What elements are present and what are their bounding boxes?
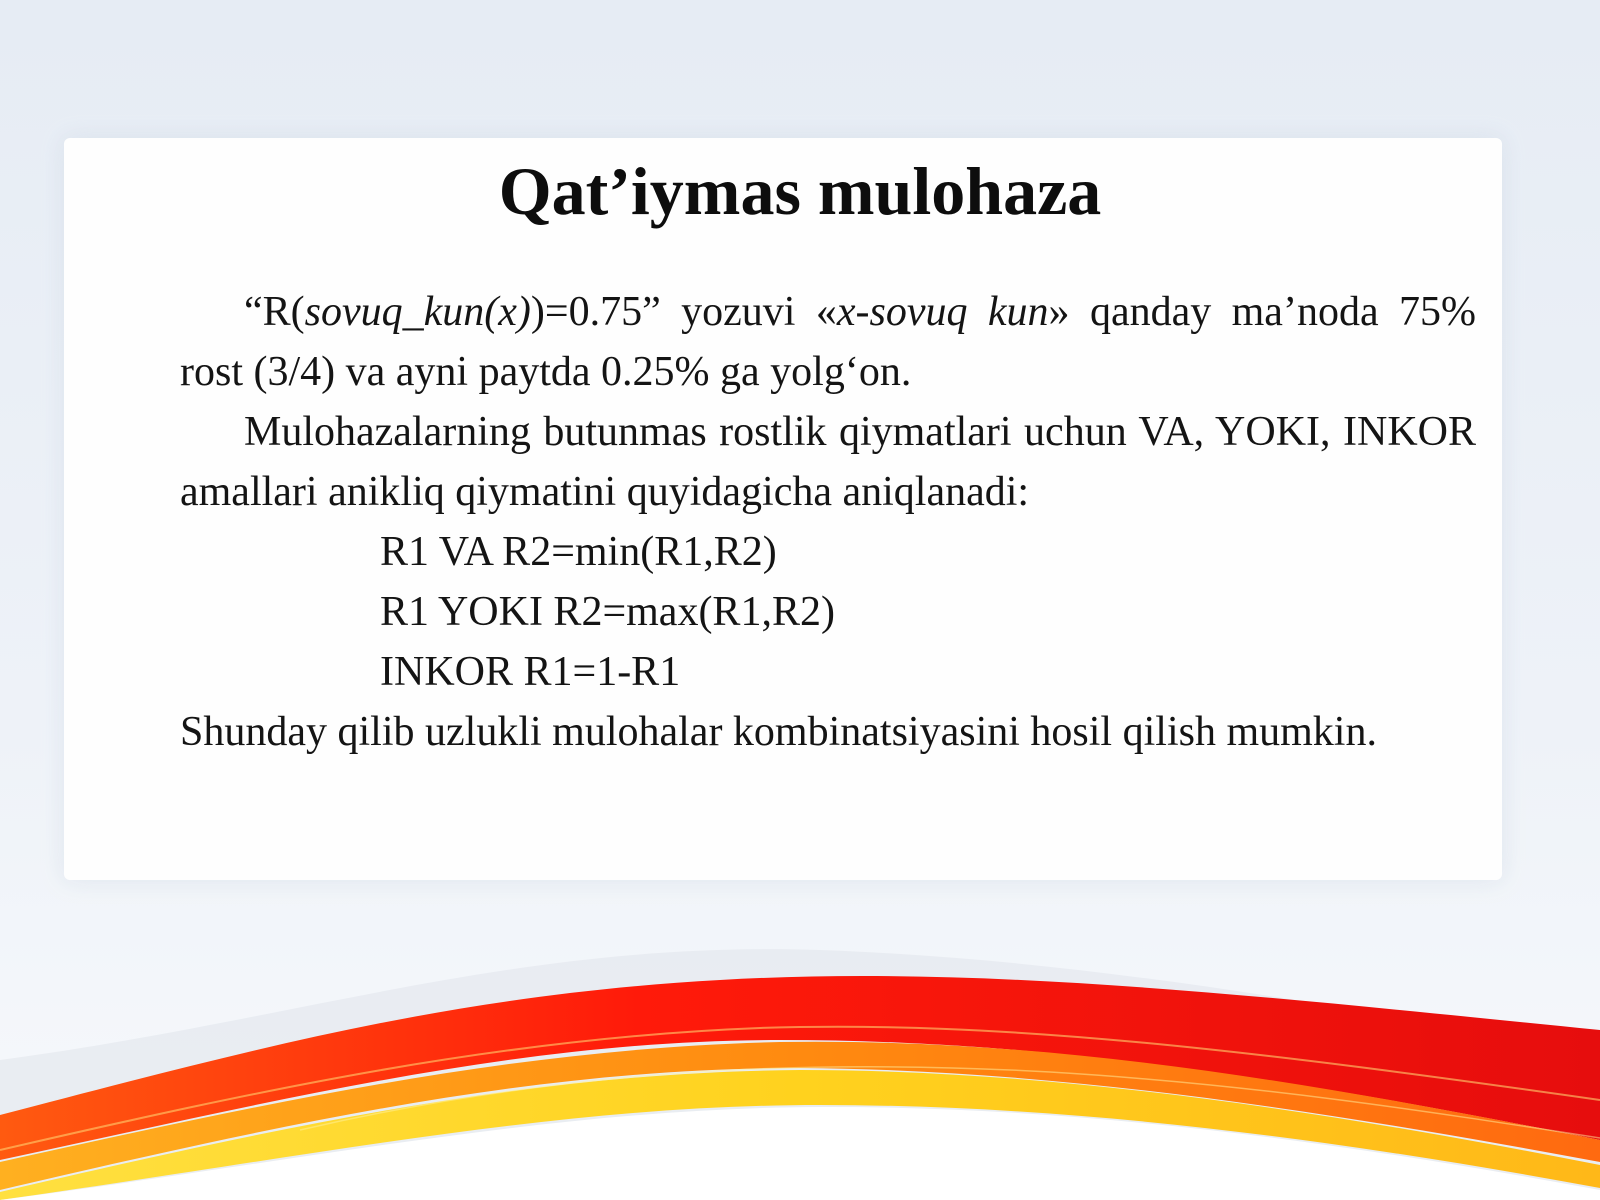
p1-open: “R( <box>244 289 305 335</box>
p1-after-phrase: » qanday ma’noda 75% rost (3/4) va ayni paytda 0.25% ga yolg‘on. <box>180 289 1476 395</box>
paragraph-3: Shunday qilib uzlukli mulohalar kombinatsiyasini hosil qilish mumkin. <box>180 709 1377 755</box>
slide-title: Qat’iymas mulohaza <box>498 153 1102 229</box>
p1-function: sovuq_kun(x) <box>304 289 531 335</box>
paragraph-1 <box>180 282 1476 402</box>
decorative-wave <box>0 900 1600 1200</box>
p1-after-function: )=0.75” yozuvi « <box>530 289 837 335</box>
paragraph-2: Mulohazalarning butunmas rostlik qiymatlari uchun VA, YOKI, INKOR amallari anikliq qiymatini quyidagicha aniqlanadi: <box>180 409 1476 515</box>
formula-not: INKOR R1=1-R1 <box>380 649 681 695</box>
formula-and: R1 VA R2=min(R1,R2) <box>380 529 777 575</box>
formula-or: R1 YOKI R2=max(R1,R2) <box>380 589 835 635</box>
p1-phrase: x-sovuq kun <box>836 289 1049 335</box>
slide-body <box>180 282 1476 762</box>
